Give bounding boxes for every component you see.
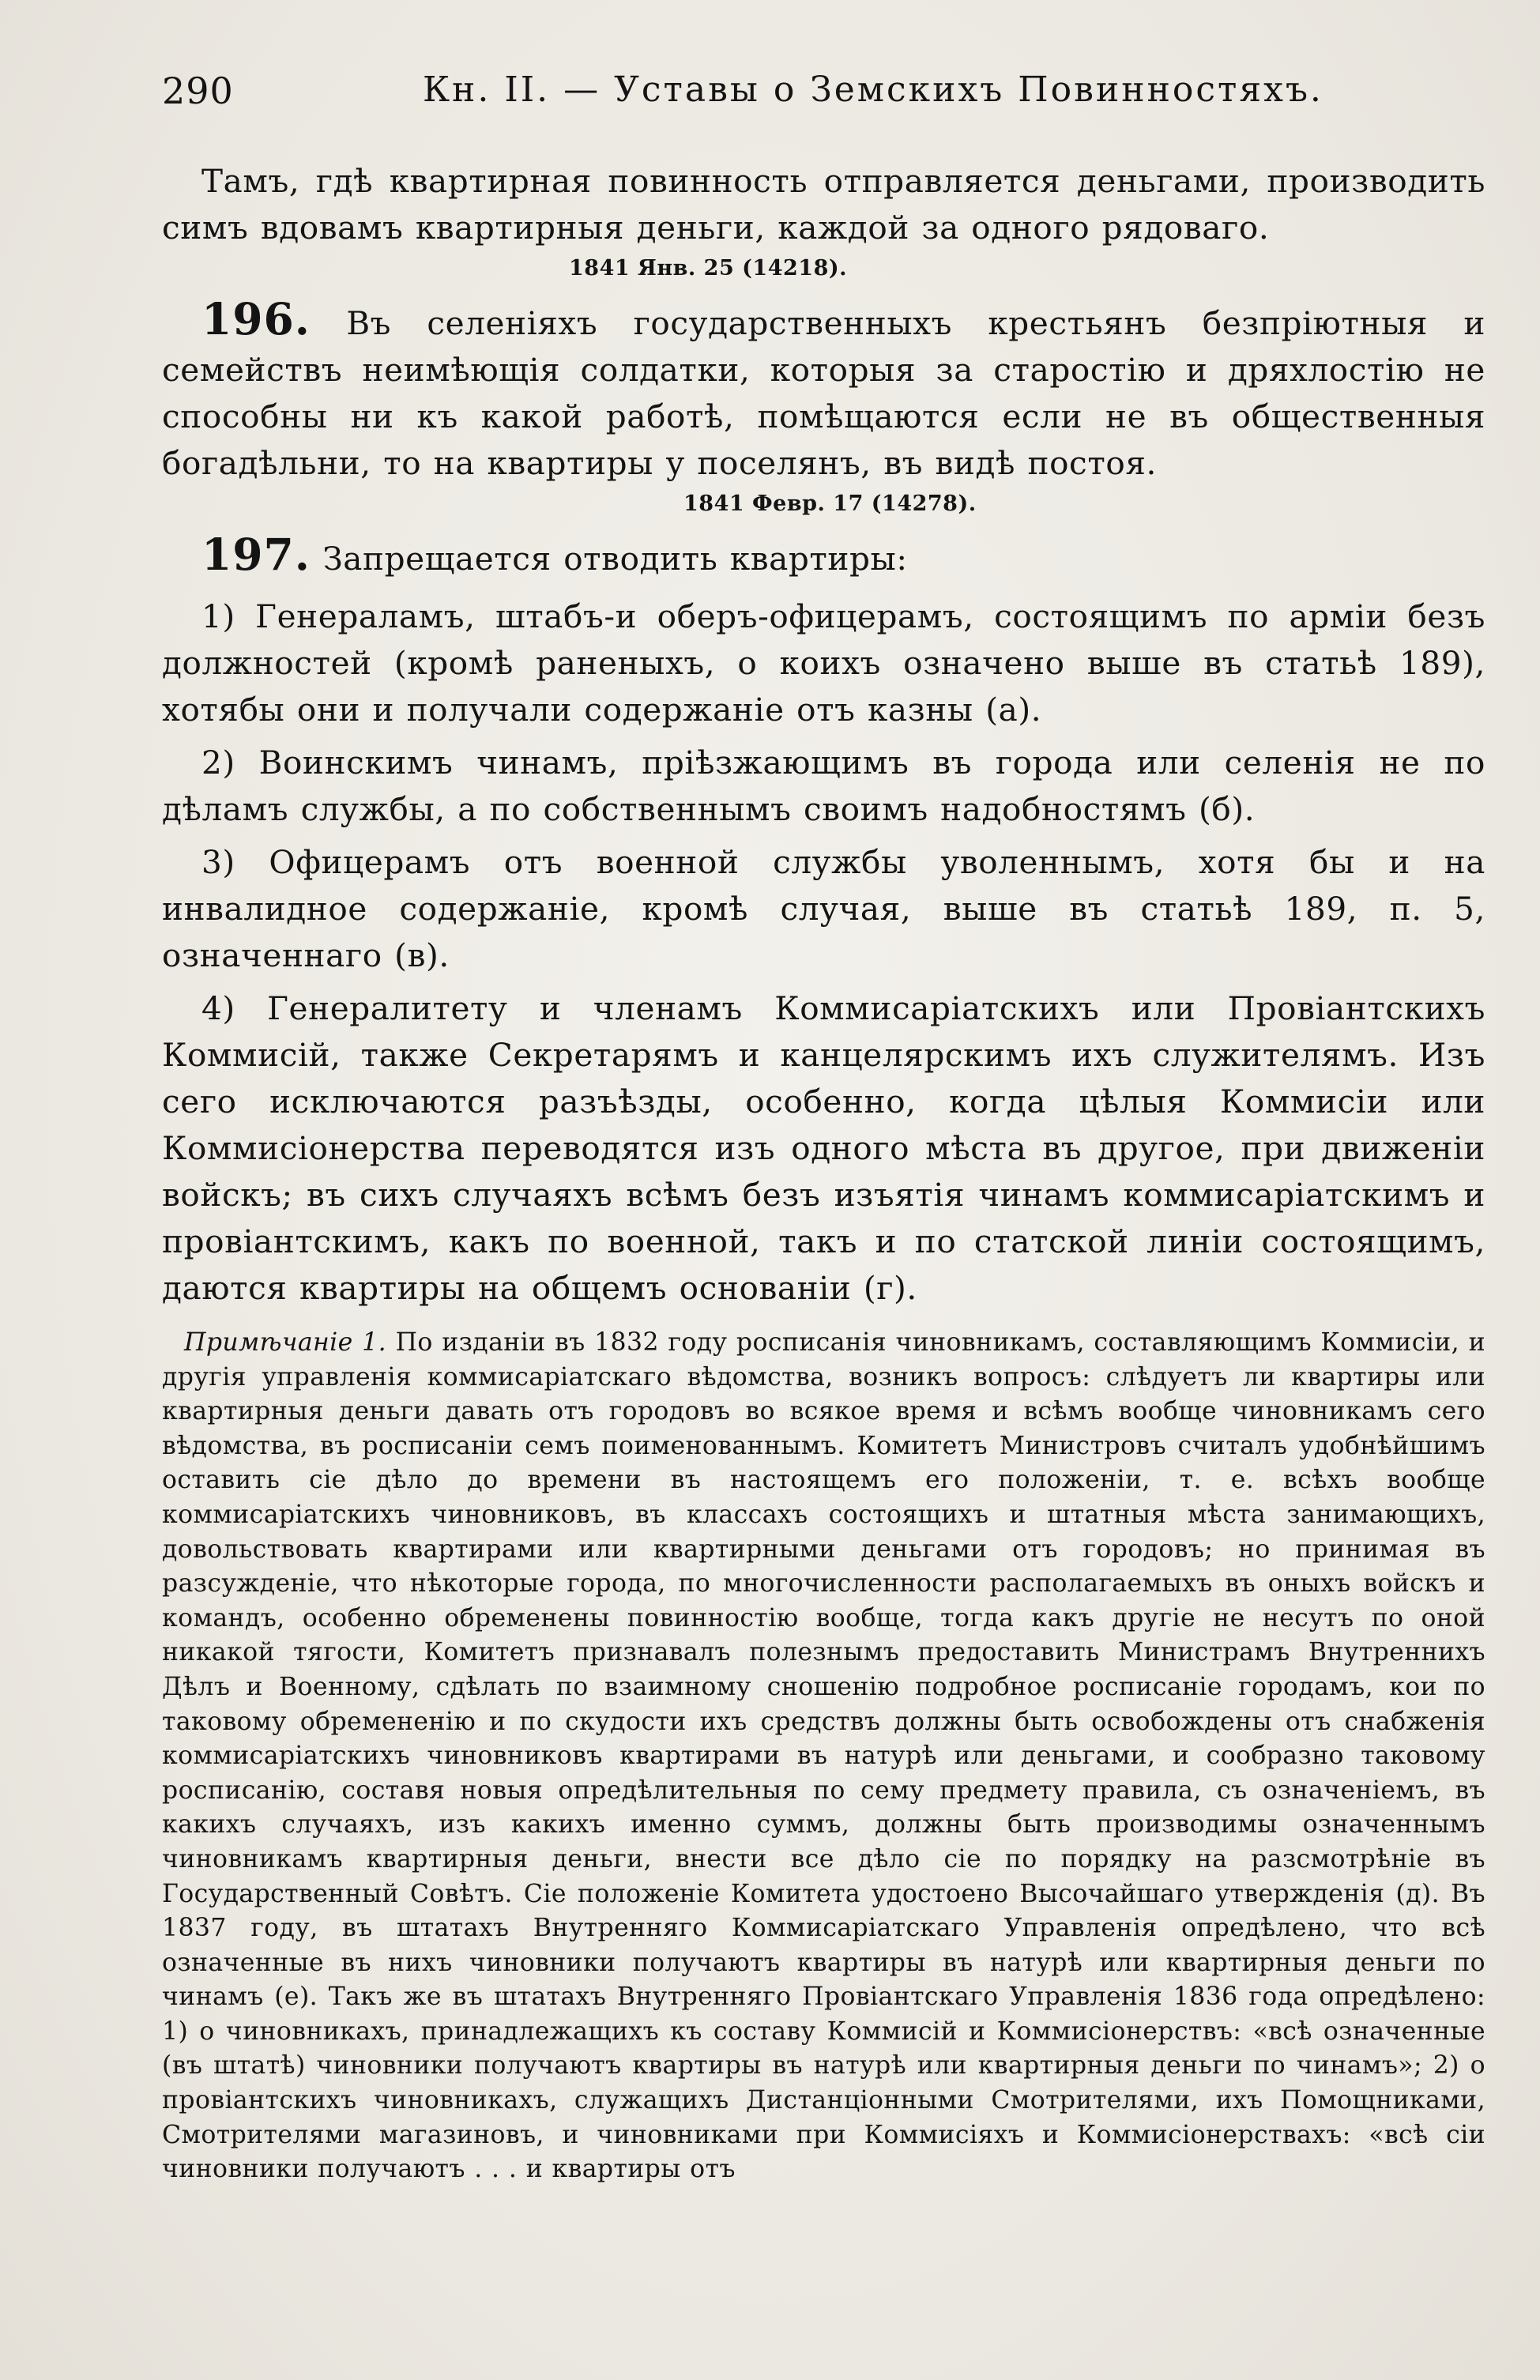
article-197-intro: Запрещается отводить квартиры: [322, 540, 908, 578]
note-1-label: Примѣчаніе 1. [184, 1328, 387, 1357]
article-196 [162, 293, 1485, 487]
note-1-text: По изданіи въ 1832 году росписанія чиновникамъ, составляющимъ Коммисіи, и другія управленія коммисаріатскаго вѣдомства, возникъ вопросъ: слѣдуетъ ли квартиры или квартирныя деньги давать отъ городовъ во всякое время и всѣмъ вообще чиновникамъ сего вѣдомства, въ росписаніи семъ поименованнымъ. Комитетъ Министровъ считалъ удобнѣйшимъ оставить сіе дѣло до времени въ настоящемъ его положеніи, т. е. всѣхъ вообще коммисаріатскихъ чиновниковъ, въ классахъ состоящихъ и штатныя мѣста занимающихъ, довольствовать квартирами или квартирными деньгами отъ городовъ; но принимая въ разсужденіе, что нѣкоторые города, по многочисленности располагаемыхъ въ оныхъ войскъ и командъ, особенно обременены повинностію вообще, тогда какъ другіе не несутъ по оной никакой тягости, Комитетъ признавалъ полезнымъ предоставить Министрамъ Внутреннихъ Дѣлъ и Военному, сдѣлать по взаимному сношенію подробное росписаніе городамъ, кои по таковому обремененію и по скудости ихъ средствъ должны быть освобождены отъ снабженія коммисаріатскихъ чиновниковъ квартирами въ натурѣ или деньгами, и сообразно таковому росписанію, составя новыя опредѣлительныя по сему предмету правила, съ означеніемъ, въ какихъ случаяхъ, изъ какихъ именно суммъ, должны быть производимы означеннымъ чиновникамъ квартирныя деньги, внести все дѣло сіе по порядку на разсмотрѣніе въ Государственный Совѣтъ. Сіе положеніе Комитета удостоено Высочайшаго утвержденія (д). Въ 1837 году, въ штатахъ Внутренняго Коммисаріатскаго Управленія опредѣлено, что всѣ означенные въ нихъ чиновники получаютъ квартиры въ натурѣ или квартирныя деньги по чинамъ (е). Такъ же въ штатахъ Внутренняго Провіантскаго Управленія 1836 года опредѣлено: 1) о чиновникахъ, принадлежащихъ къ составу Коммисій и Коммисіонерствъ: «всѣ означенные (въ штатѣ) чиновники получаютъ квартиры въ натурѣ или квартирныя деньги по чинамъ»; 2) о провіантскихъ чиновникахъ, служащихъ Дистанціонными Смотрителями, ихъ Помощниками, Смотрителями магазиновъ, и чиновниками при Коммисіяхъ и Коммисіонерствахъ: «всѣ сіи чиновники получаютъ . . . и квартиры отъ [162, 1328, 1485, 2184]
article-197-number: 197. [201, 529, 311, 580]
article-197-heading [162, 531, 1485, 582]
article-197-item-1: 1) Генераламъ, штабъ-и оберъ-офицерамъ, состоящимъ по арміи безъ должностей (кромѣ раненыхъ, о коихъ означено выше въ статьѣ 189), хотябы они и получали содержаніе отъ казны (а). [162, 597, 1485, 729]
continuation-citation: 1841 Янв. 25 (14218). [569, 256, 848, 281]
article-197-item-3: 3) Офицерамъ отъ военной службы уволеннымъ, хотя бы и на инвалидное содержаніе, кромѣ случая, выше въ статьѣ 189, п. 5, означеннаго (в). [162, 843, 1485, 974]
continuation-paragraph: Тамъ, гдѣ квартирная повинность отправляется деньгами, производить симъ вдовамъ квартирныя деньги, каждой за одного рядоваго. [162, 162, 1485, 247]
page-number: 290 [162, 70, 234, 112]
page-body [162, 158, 1485, 2187]
article-197-item-4: 4) Генералитету и членамъ Коммисаріатскихъ или Провіантскихъ Коммисій, также Секретарямъ и канцелярскимъ ихъ служителямъ. Изъ сего исключаются разъѣзды, особенно, когда цѣлыя Коммисіи или Коммисіонерства переводятся изъ одного мѣста въ другое, при движеніи войскъ; въ сихъ случаяхъ всѣмъ безъ изъятія чинамъ коммисаріатскимъ и провіантскимъ, какъ по военной, такъ и по статской линіи состоящимъ, даются квартиры на общемъ основаніи (г). [162, 989, 1485, 1307]
article-196-number: 196. [201, 293, 311, 345]
article-196-text: Въ селеніяхъ государственныхъ крестьянъ безпріютныя и семействъ неимѣющія солдатки, которыя за старостію и дряхлостію не способны ни къ какой работѣ, помѣщаются если не въ общественныя богадѣльни, то на квартиры у поселянъ, въ видѣ постоя. [162, 304, 1485, 482]
article-196-citation: 1841 Февр. 17 (14278). [683, 491, 977, 516]
running-title: Кн. II. — Уставы о Земскихъ Повинностяхъ. [423, 70, 1323, 110]
page-header [162, 70, 1489, 120]
article-197-item-2: 2) Воинскимъ чинамъ, пріѣзжающимъ въ города или селенія не по дѣламъ службы, а по собственнымъ своимъ надобностямъ (б). [162, 744, 1485, 828]
note-1 [162, 1326, 1485, 2187]
